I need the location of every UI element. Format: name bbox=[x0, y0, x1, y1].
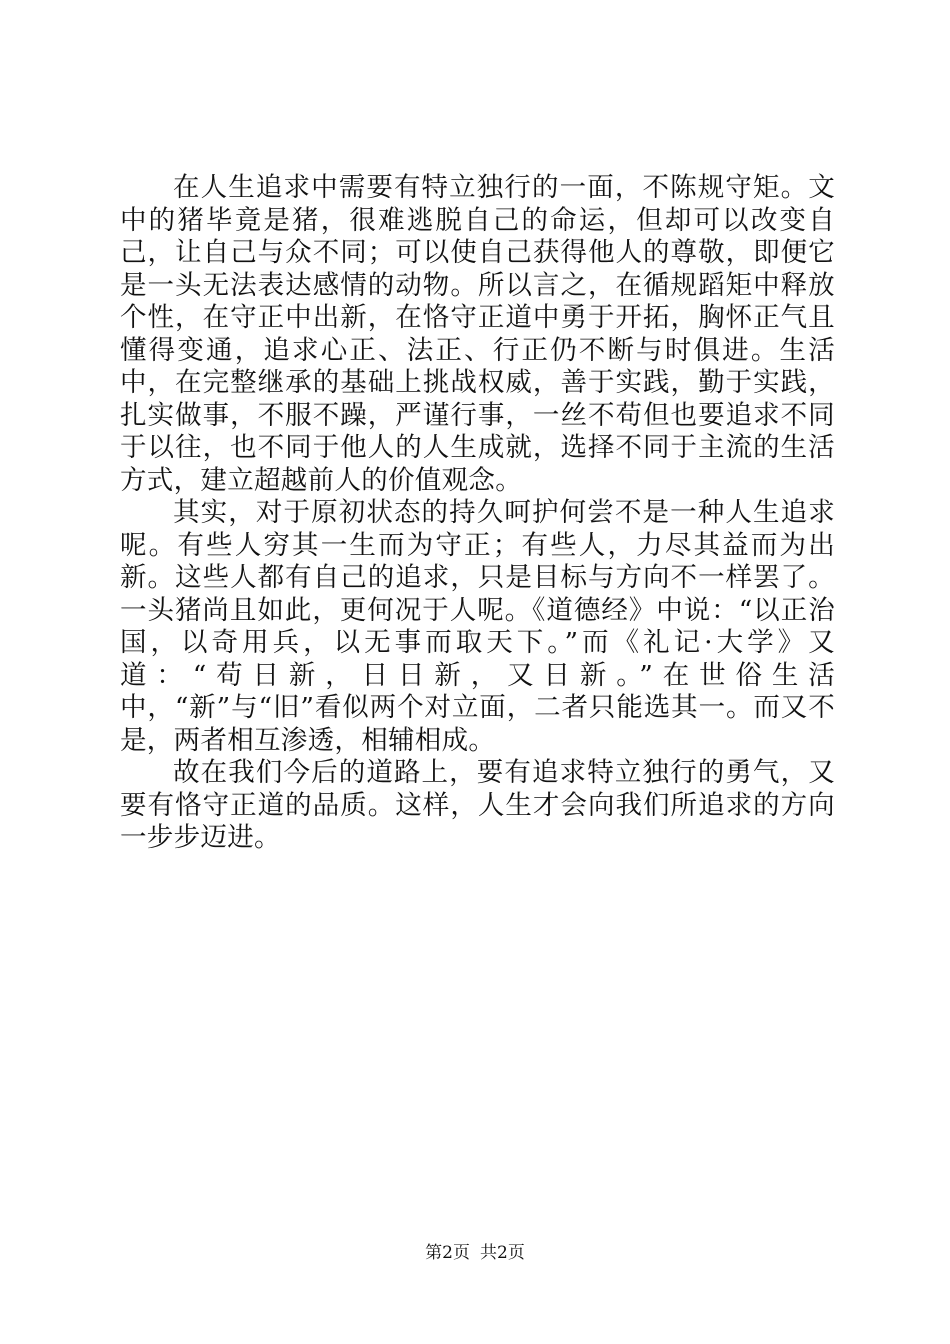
document-body bbox=[120, 172, 835, 855]
paragraph-3: 故在我们今后的道路上，要有追求特立独行的勇气，又要有恪守正道的品质。这样，人生才会向我们所追求的方向一步步迈进。 bbox=[120, 757, 835, 853]
page-footer bbox=[0, 1242, 950, 1264]
page-number-total: 共2页 bbox=[480, 1243, 525, 1263]
page-number-current: 第2页 bbox=[425, 1243, 470, 1263]
paragraph-2: 其实，对于原初状态的持久呵护何尝不是一种人生追求呢。有些人穷其一生而为守正；有些人，力尽其益而为出新。这些人都有自己的追求，只是目标与方向不一样罢了。一头猪尚且如此，更何况于人呢。《道德经》中说：“以正治国，以奇用兵，以无事而取天下。”而《礼记·大学》又道：“苟日新，日日新，又日新。”在世俗生活中，“新”与“旧”看似两个对立面，二者只能选其一。而又不是，两者相互渗透，相辅相成。 bbox=[120, 497, 835, 756]
paragraph-1: 在人生追求中需要有特立独行的一面，不陈规守矩。文中的猪毕竟是猪，很难逃脱自己的命运，但却可以改变自己，让自己与众不同；可以使自己获得他人的尊敬，即便它是一头无法表达感情的动物。所以言之，在循规蹈矩中释放个性，在守正中出新，在恪守正道中勇于开拓，胸怀正气且懂得变通，追求心正、法正、行正仍不断与时俱进。生活中，在完整继承的基础上挑战权威，善于实践，勤于实践，扎实做事，不服不躁，严谨行事，一丝不苟但也要追求不同于以往，也不同于他人的人生成就，选择不同于主流的生活方式，建立超越前人的价值观念。 bbox=[120, 172, 835, 496]
